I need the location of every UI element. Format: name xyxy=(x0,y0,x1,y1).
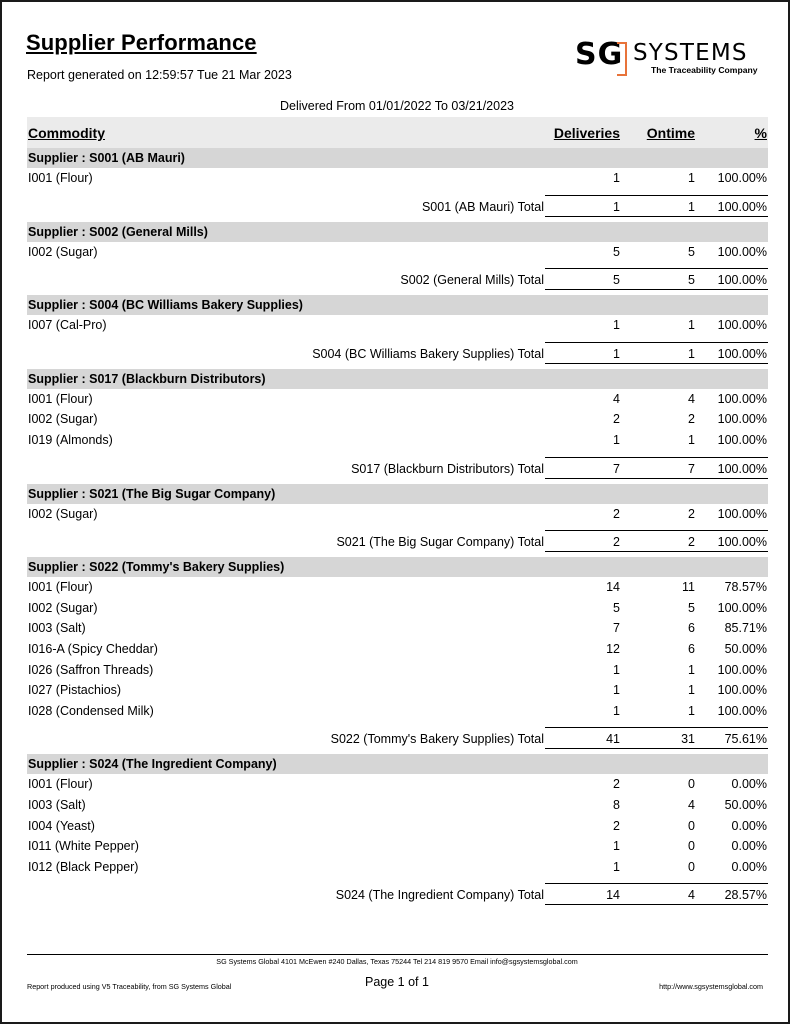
ontime-cell: 0 xyxy=(688,839,695,854)
footer-url[interactable]: http://www.sgsystemsglobal.com xyxy=(659,982,763,991)
supplier-group xyxy=(27,754,768,906)
table-row xyxy=(27,774,768,795)
total-deliveries: 1 xyxy=(613,199,620,214)
commodity-cell: I019 (Almonds) xyxy=(28,432,113,447)
total-deliveries: 1 xyxy=(613,346,620,361)
table-row xyxy=(27,430,768,451)
ontime-cell: 1 xyxy=(688,171,695,185)
deliveries-cell: 2 xyxy=(613,818,620,833)
commodity-cell: I003 (Salt) xyxy=(28,621,86,636)
deliveries-cell: 1 xyxy=(613,171,620,185)
total-ontime: 2 xyxy=(688,535,695,550)
commodity-cell: I001 (Flour) xyxy=(28,777,93,792)
total-percent: 75.61% xyxy=(724,732,767,747)
ontime-cell: 1 xyxy=(688,662,695,677)
total-ontime: 5 xyxy=(688,273,695,288)
commodity-cell: I028 (Condensed Milk) xyxy=(28,703,154,718)
supplier-header-row xyxy=(27,369,768,389)
supplier-header-row xyxy=(27,222,768,242)
ontime-cell: 0 xyxy=(688,859,695,874)
total-deliveries: 5 xyxy=(613,273,620,288)
generated-timestamp: Report generated on 12:59:57 Tue 21 Mar 2023 xyxy=(27,68,292,82)
total-ontime: 7 xyxy=(688,461,695,476)
deliveries-cell: 1 xyxy=(613,703,620,718)
commodity-cell: I016-A (Spicy Cheddar) xyxy=(28,641,158,656)
supplier-header-label: Supplier : S021 (The Big Sugar Company) xyxy=(28,486,276,501)
table-row xyxy=(27,168,768,189)
supplier-header-label: Supplier : S024 (The Ingredient Company) xyxy=(28,757,277,772)
sg-systems-logo xyxy=(575,38,765,82)
deliveries-cell: 1 xyxy=(613,683,620,698)
ontime-cell: 2 xyxy=(688,506,695,521)
table-row xyxy=(27,577,768,598)
commodity-cell: I001 (Flour) xyxy=(28,580,93,595)
commodity-cell: I003 (Salt) xyxy=(28,797,86,812)
percent-cell: 100.00% xyxy=(717,391,767,406)
footer-divider xyxy=(27,954,768,955)
deliveries-cell: 2 xyxy=(613,506,620,521)
supplier-header-row xyxy=(27,557,768,577)
total-percent: 100.00% xyxy=(717,346,767,361)
footer-address: SG Systems Global 4101 McEwen #240 Dallas, Texas 75244 Tel 214 819 9570 Email info@sgsystemsglobal.com xyxy=(216,957,578,966)
deliveries-cell: 1 xyxy=(613,662,620,677)
ontime-cell: 1 xyxy=(688,703,695,718)
percent-cell: 50.00% xyxy=(724,797,767,812)
ontime-cell: 5 xyxy=(688,600,695,615)
commodity-cell: I012 (Black Pepper) xyxy=(28,859,139,874)
ontime-cell: 1 xyxy=(688,432,695,447)
deliveries-cell: 8 xyxy=(613,797,620,812)
logo-sg-text: SG xyxy=(575,37,624,72)
commodity-cell: I001 (Flour) xyxy=(28,391,93,406)
ontime-cell: 4 xyxy=(688,797,695,812)
table-row xyxy=(27,598,768,619)
total-percent: 100.00% xyxy=(717,461,767,476)
deliveries-cell: 7 xyxy=(613,621,620,636)
supplier-group xyxy=(27,222,768,292)
supplier-group xyxy=(27,295,768,365)
total-deliveries: 7 xyxy=(613,461,620,476)
column-header-deliveries: Deliveries xyxy=(553,125,620,141)
deliveries-cell: 1 xyxy=(613,839,620,854)
ontime-cell: 11 xyxy=(682,580,695,595)
table-row xyxy=(27,660,768,681)
deliveries-cell: 5 xyxy=(613,244,620,259)
total-percent: 100.00% xyxy=(717,535,767,550)
percent-cell: 85.71% xyxy=(724,621,767,636)
supplier-header-row xyxy=(27,148,768,168)
total-ontime: 1 xyxy=(688,346,695,361)
total-deliveries: 41 xyxy=(606,732,620,747)
supplier-total-row xyxy=(27,342,768,365)
table-row xyxy=(27,795,768,816)
percent-cell: 100.00% xyxy=(717,662,767,677)
table-row xyxy=(27,242,768,263)
percent-cell: 100.00% xyxy=(717,600,767,615)
supplier-header-label: Supplier : S004 (BC Williams Bakery Supplies) xyxy=(28,298,303,313)
supplier-header-label: Supplier : S022 (Tommy's Bakery Supplies) xyxy=(28,560,285,575)
commodity-cell: I002 (Sugar) xyxy=(28,600,98,615)
total-label: S021 (The Big Sugar Company) Total xyxy=(336,535,544,550)
ontime-cell: 1 xyxy=(688,318,695,333)
supplier-group xyxy=(27,484,768,554)
total-percent: 28.57% xyxy=(724,888,767,903)
logo-bracket-icon xyxy=(617,42,627,76)
date-range: Delivered From 01/01/2022 To 03/21/2023 xyxy=(280,99,514,113)
total-ontime: 1 xyxy=(688,199,695,214)
column-header-row xyxy=(27,117,768,148)
supplier-header-row xyxy=(27,754,768,774)
table-row xyxy=(27,315,768,336)
commodity-cell: I002 (Sugar) xyxy=(28,412,98,427)
commodity-cell: I027 (Pistachios) xyxy=(28,683,122,698)
ontime-cell: 6 xyxy=(688,621,695,636)
supplier-header-row xyxy=(27,295,768,315)
percent-cell: 0.00% xyxy=(731,859,767,874)
deliveries-cell: 1 xyxy=(613,318,620,333)
deliveries-cell: 14 xyxy=(606,580,620,595)
commodity-cell: I001 (Flour) xyxy=(28,171,93,185)
table-row xyxy=(27,701,768,722)
percent-cell: 50.00% xyxy=(724,641,767,656)
table-row xyxy=(27,639,768,660)
total-deliveries: 14 xyxy=(606,888,620,903)
percent-cell: 0.00% xyxy=(731,818,767,833)
deliveries-cell: 2 xyxy=(613,777,620,792)
commodity-cell: I004 (Yeast) xyxy=(28,818,95,833)
logo-tagline: The Traceability Company xyxy=(651,65,758,75)
percent-cell: 100.00% xyxy=(717,683,767,698)
table-row xyxy=(27,618,768,639)
percent-cell: 100.00% xyxy=(717,703,767,718)
commodity-cell: I007 (Cal-Pro) xyxy=(28,318,107,333)
supplier-total-row xyxy=(27,530,768,553)
column-header-commodity: Commodity xyxy=(28,125,105,141)
report-body xyxy=(27,148,768,910)
ontime-cell: 2 xyxy=(688,412,695,427)
deliveries-cell: 4 xyxy=(613,391,620,406)
footer-produced-by: Report produced using V5 Traceability, from SG Systems Global xyxy=(27,982,232,991)
supplier-total-row xyxy=(27,883,768,906)
supplier-total-row xyxy=(27,195,768,218)
table-row xyxy=(27,680,768,701)
supplier-total-row xyxy=(27,457,768,480)
supplier-header-label: Supplier : S002 (General Mills) xyxy=(28,224,208,239)
total-ontime: 4 xyxy=(688,888,695,903)
percent-cell: 100.00% xyxy=(717,244,767,259)
supplier-header-row xyxy=(27,484,768,504)
supplier-header-label: Supplier : S017 (Blackburn Distributors) xyxy=(28,371,266,386)
column-header-ontime: Ontime xyxy=(646,125,695,141)
percent-cell: 0.00% xyxy=(731,777,767,792)
total-percent: 100.00% xyxy=(717,273,767,288)
supplier-total-row xyxy=(27,727,768,750)
page-number: Page 1 of 1 xyxy=(365,975,429,989)
table-row xyxy=(27,504,768,525)
supplier-group xyxy=(27,369,768,480)
table-row xyxy=(27,389,768,410)
table-row xyxy=(27,836,768,857)
supplier-total-row xyxy=(27,268,768,291)
table-row xyxy=(27,409,768,430)
commodity-cell: I011 (White Pepper) xyxy=(28,839,139,854)
total-label: S004 (BC Williams Bakery Supplies) Total xyxy=(312,346,544,361)
commodity-cell: I026 (Saffron Threads) xyxy=(28,662,154,677)
logo-systems-text: SYSTEMS xyxy=(633,40,748,66)
total-ontime: 31 xyxy=(681,732,695,747)
table-row xyxy=(27,857,768,878)
ontime-cell: 4 xyxy=(688,391,695,406)
total-label: S022 (Tommy's Bakery Supplies) Total xyxy=(330,732,544,747)
percent-cell: 100.00% xyxy=(717,506,767,521)
supplier-group xyxy=(27,148,768,218)
commodity-cell: I002 (Sugar) xyxy=(28,244,98,259)
percent-cell: 0.00% xyxy=(731,839,767,854)
total-label: S001 (AB Mauri) Total xyxy=(421,199,544,214)
ontime-cell: 0 xyxy=(688,818,695,833)
deliveries-cell: 2 xyxy=(613,412,620,427)
total-label: S017 (Blackburn Distributors) Total xyxy=(351,461,544,476)
ontime-cell: 6 xyxy=(688,641,695,656)
total-percent: 100.00% xyxy=(717,199,767,214)
ontime-cell: 1 xyxy=(688,683,695,698)
column-header-percent: % xyxy=(754,125,767,141)
total-label: S002 (General Mills) Total xyxy=(400,273,544,288)
commodity-cell: I002 (Sugar) xyxy=(28,506,98,521)
total-label: S024 (The Ingredient Company) Total xyxy=(335,888,544,903)
ontime-cell: 5 xyxy=(688,244,695,259)
ontime-cell: 0 xyxy=(688,777,695,792)
percent-cell: 100.00% xyxy=(717,432,767,447)
deliveries-cell: 1 xyxy=(613,432,620,447)
percent-cell: 100.00% xyxy=(717,318,767,333)
deliveries-cell: 12 xyxy=(606,641,620,656)
table-row xyxy=(27,816,768,837)
percent-cell: 100.00% xyxy=(717,171,767,185)
percent-cell: 100.00% xyxy=(717,412,767,427)
supplier-group xyxy=(27,557,768,750)
total-deliveries: 2 xyxy=(613,535,620,550)
percent-cell: 78.57% xyxy=(724,580,767,595)
deliveries-cell: 5 xyxy=(613,600,620,615)
supplier-header-label: Supplier : S001 (AB Mauri) xyxy=(28,151,185,165)
deliveries-cell: 1 xyxy=(613,859,620,874)
report-title: Supplier Performance xyxy=(26,30,257,55)
